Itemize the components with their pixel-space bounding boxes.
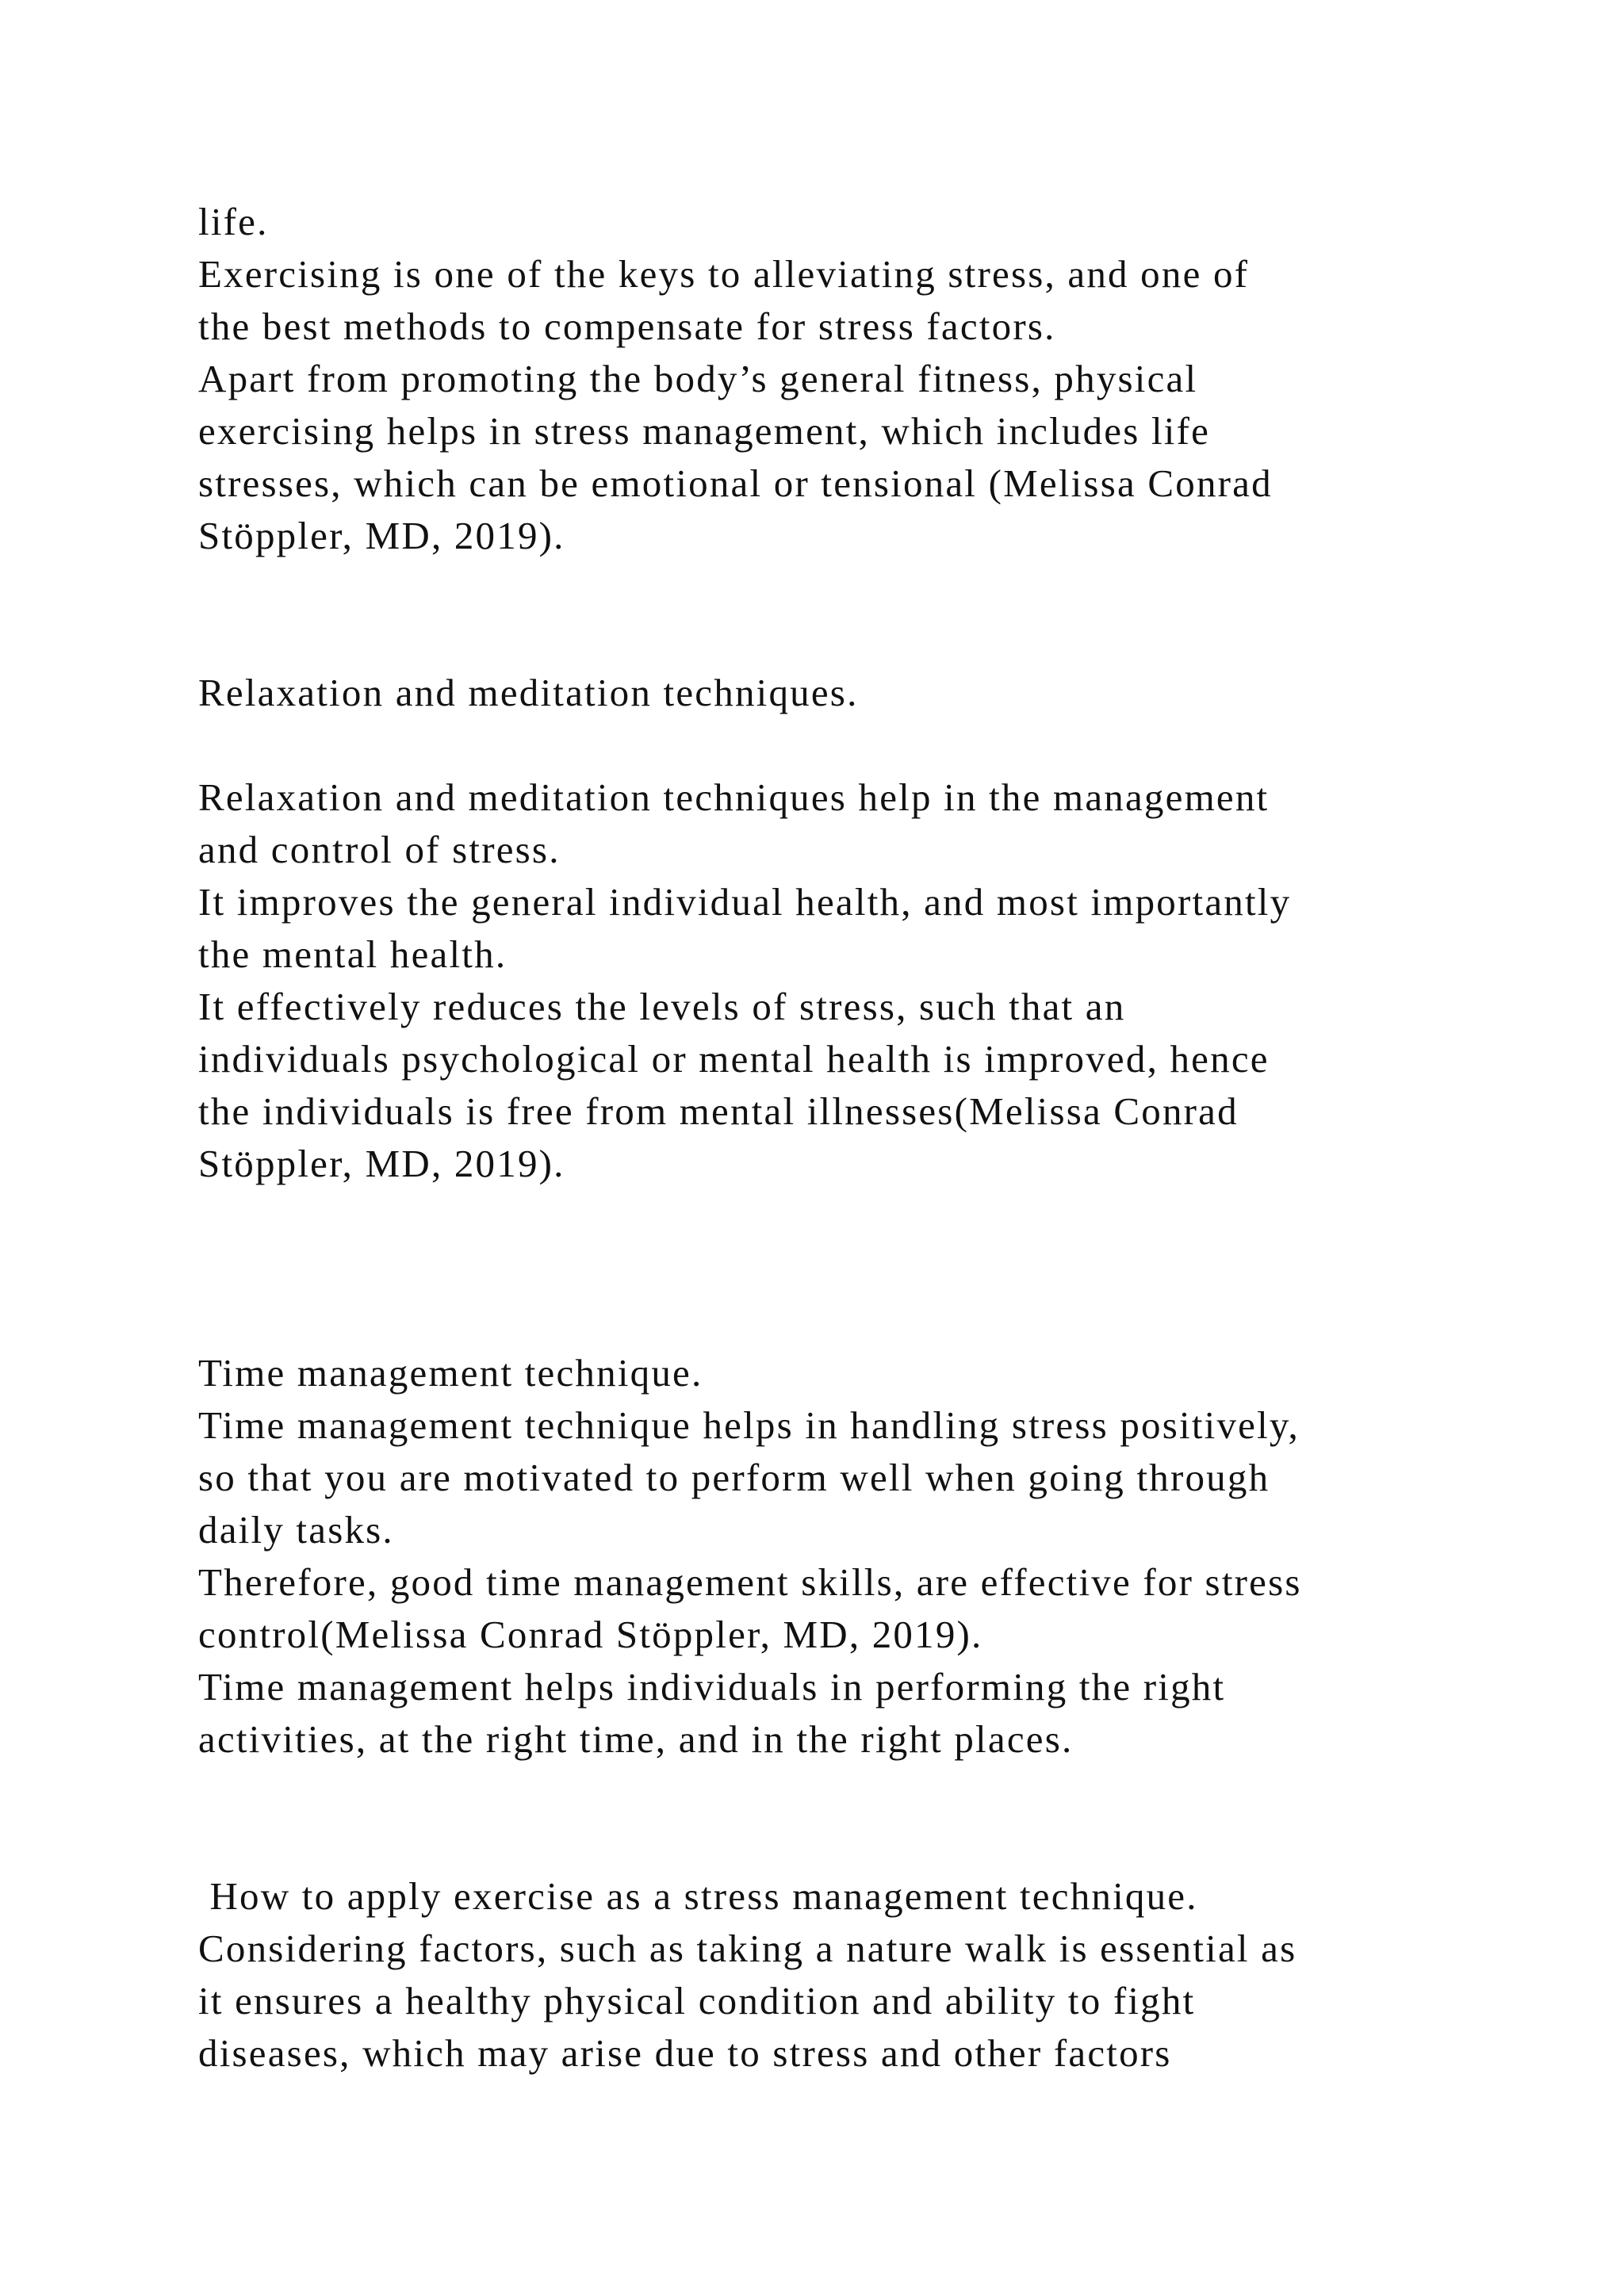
body-line: Considering factors, such as taking a nature walk is essential as xyxy=(198,1927,1297,1970)
section-heading: Relaxation and meditation techniques. xyxy=(198,671,859,714)
body-line: the individuals is free from mental illnesses(Melissa Conrad xyxy=(198,1089,1239,1133)
body-line: stresses, which can be emotional or tensional (Melissa Conrad xyxy=(198,461,1273,505)
paragraph-spacer xyxy=(198,562,1594,667)
body-line: diseases, which may arise due to stress and other factors xyxy=(198,2031,1172,2075)
body-line: activities, at the right time, and in the right places. xyxy=(198,1717,1074,1761)
paragraph-spacer xyxy=(198,1190,1594,1347)
body-line: and control of stress. xyxy=(198,828,561,871)
body-line: it ensures a healthy physical condition and ability to fight xyxy=(198,1979,1196,2022)
paragraph-spacer xyxy=(198,1766,1594,1870)
section-heading: Time management technique. xyxy=(198,1351,703,1395)
body-line: daily tasks. xyxy=(198,1508,394,1552)
body-line: Apart from promoting the body’s general fitness, physical xyxy=(198,357,1198,400)
section-heading: How to apply exercise as a stress management technique. xyxy=(198,1874,1198,1918)
paragraph-spacer xyxy=(198,719,1594,771)
body-line: Therefore, good time management skills, are effective for stress xyxy=(198,1560,1302,1604)
body-line: Relaxation and meditation techniques help in the management xyxy=(198,775,1270,819)
body-line: life. xyxy=(198,200,269,243)
body-line: control(Melissa Conrad Stöppler, MD, 2019). xyxy=(198,1613,983,1656)
body-line: the mental health. xyxy=(198,932,508,976)
body-line: so that you are motivated to perform well when going through xyxy=(198,1456,1270,1499)
body-line: Time management technique helps in handling stress positively, xyxy=(198,1403,1300,1447)
body-line: individuals psychological or mental health is improved, hence xyxy=(198,1037,1270,1081)
document-body xyxy=(198,196,1594,2080)
body-line: It improves the general individual health, and most importantly xyxy=(198,880,1292,924)
body-line: the best methods to compensate for stress factors. xyxy=(198,304,1056,348)
body-line: Stöppler, MD, 2019). xyxy=(198,1142,565,1185)
body-line: Time management helps individuals in performing the right xyxy=(198,1665,1226,1709)
body-line: It effectively reduces the levels of stress, such that an xyxy=(198,985,1126,1028)
body-line: exercising helps in stress management, which includes life xyxy=(198,409,1211,453)
body-line: Exercising is one of the keys to alleviating stress, and one of xyxy=(198,252,1250,296)
body-line: Stöppler, MD, 2019). xyxy=(198,514,565,557)
